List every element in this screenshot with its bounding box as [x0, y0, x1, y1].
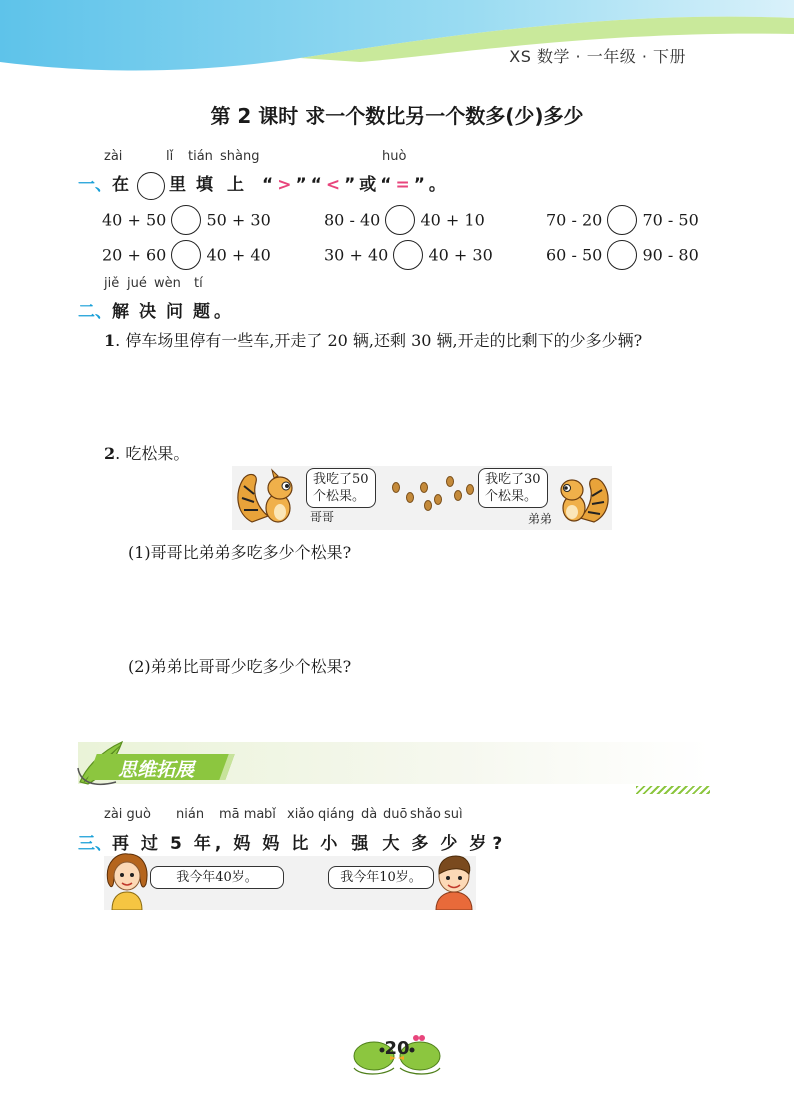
quote-mark: ” [295, 175, 311, 195]
page-title: 第 2 课时 求一个数比另一个数多(少)多少 [210, 104, 584, 128]
equals-sign: = [395, 175, 414, 195]
right-expression: 90 - 80 [642, 245, 699, 265]
question-1 [104, 328, 642, 351]
comparison-item [102, 240, 271, 270]
greater-than-sign: > [277, 175, 296, 195]
comparison-item [546, 205, 699, 235]
banner-title: 思维拓展 [118, 759, 195, 781]
banner-stripe [636, 786, 710, 794]
section2-char: 解 [112, 302, 139, 322]
pinyin-zaiguo: zài guò [104, 807, 151, 822]
pine-nut-icon [454, 490, 462, 501]
section3-char: 再 [112, 834, 141, 854]
pinyin-sui: suì [444, 807, 463, 822]
pinyin-shang: shàng [220, 149, 260, 164]
quote-mark: ”。 [413, 175, 450, 195]
sub-question-2: (2)弟弟比哥哥少吃多少个松果? [128, 657, 352, 676]
pinyin-xiao: xiǎo [287, 807, 315, 822]
pinyin-nian: nián [176, 807, 205, 822]
pinyin-bi: bǐ [264, 807, 276, 822]
left-expression: 40 + 50 [102, 210, 167, 230]
pinyin-ti: tí [194, 276, 203, 291]
section3-question [78, 829, 506, 854]
question-number: 1 [104, 331, 116, 350]
section3-char: , [214, 834, 234, 854]
left-expression: 60 - 50 [546, 245, 603, 265]
right-expression: 50 + 30 [206, 210, 271, 230]
pine-nut-icon [424, 500, 432, 511]
answer-circle[interactable] [385, 205, 415, 235]
section3-char: 5 [170, 834, 194, 854]
boy-icon [432, 854, 476, 910]
section1-char: 上 [227, 175, 248, 195]
speech-bubble-left [306, 468, 376, 508]
mother-icon [104, 852, 150, 910]
pine-nut-icon [466, 484, 474, 495]
speech-bubble-son: 我今年10岁。 [328, 866, 434, 889]
section3-char: 过 [141, 834, 170, 854]
comparison-item [324, 205, 485, 235]
bubble-line: 我吃了50 [313, 472, 369, 487]
answer-circle[interactable] [171, 240, 201, 270]
section3-char: 强 [351, 834, 383, 854]
section3-number: 三、 [78, 834, 112, 854]
pinyin-jue: jué [127, 276, 147, 291]
squirrel-left-icon [234, 468, 302, 526]
question-text: . 停车场里停有一些车,开走了 20 辆,还剩 30 辆,开走的比剩下的少多少辆? [115, 331, 643, 350]
quote-mark: “ [380, 175, 396, 195]
pinyin-qiang: qiáng [318, 807, 355, 822]
bubble-line: 我吃了30 [485, 472, 541, 487]
section3-char: 大 [382, 834, 412, 854]
pinyin-wen: wèn [154, 276, 181, 291]
left-expression: 20 + 60 [102, 245, 167, 265]
circle-example [137, 172, 165, 200]
section3-char: ? [492, 834, 507, 854]
section3-char: 多 [411, 834, 441, 854]
answer-circle[interactable] [607, 240, 637, 270]
answer-circle[interactable] [607, 205, 637, 235]
answer-circle[interactable] [171, 205, 201, 235]
section1-char: 里 [169, 175, 190, 195]
answer-circle[interactable] [393, 240, 423, 270]
right-expression: 40 + 40 [206, 245, 271, 265]
pine-nut-icon [406, 492, 414, 503]
or-word: 或 [359, 175, 381, 195]
section2-char: 决 [139, 302, 166, 322]
section3-char: 妈 [262, 834, 292, 854]
comparison-item [546, 240, 699, 270]
section1-char: 填 [196, 175, 217, 195]
right-expression: 70 - 50 [642, 210, 699, 230]
less-than-sign: < [325, 175, 345, 195]
question-number: 2 [104, 444, 116, 463]
page-number: 20 [384, 1038, 410, 1059]
section3-char: 比 [291, 834, 321, 854]
speech-bubble-mother: 我今年40岁。 [150, 866, 284, 889]
quote-mark: ” [344, 175, 360, 195]
pine-nut-icon [446, 476, 454, 487]
section3-char: 岁 [469, 834, 493, 854]
section3-char: 妈 [233, 834, 263, 854]
pine-nut-icon [392, 482, 400, 493]
section3-char: 少 [440, 834, 470, 854]
quote-mark: “ [262, 175, 278, 195]
pinyin-huo: huò [382, 149, 407, 164]
section2-char: 题 [193, 302, 214, 322]
section1-char: 在 [112, 175, 133, 195]
label-didi: 弟弟 [528, 512, 553, 526]
squirrel-right-icon [554, 472, 612, 524]
pinyin-jie: jiě [104, 276, 120, 291]
pine-nut-icon [420, 482, 428, 493]
pinyin-shao: shǎo [410, 807, 441, 822]
speech-bubble-right [478, 468, 548, 508]
pinyin-duo: duō [383, 807, 408, 822]
section2-number: 二、 [78, 302, 112, 322]
section2-instruction [78, 297, 235, 322]
section2-char: 问 [166, 302, 193, 322]
question-text: . 吃松果。 [115, 444, 190, 463]
right-expression: 40 + 30 [428, 245, 493, 265]
right-expression: 40 + 10 [420, 210, 485, 230]
header-text: XS 数学 · 一年级 · 下册 [509, 47, 686, 66]
section3-char: 年 [193, 834, 215, 854]
pine-nut-icon [434, 494, 442, 505]
pinyin-mama: mā ma [219, 807, 265, 822]
pinyin-zai: zài [104, 149, 123, 164]
sub-question-1: (1)哥哥比弟弟多吃多少个松果? [128, 543, 352, 562]
question-2 [104, 441, 189, 464]
comparison-item [102, 205, 271, 235]
section3-char: 小 [320, 834, 352, 854]
section1-number: 一、 [78, 175, 112, 195]
left-expression: 30 + 40 [324, 245, 389, 265]
section1-instruction [78, 170, 450, 200]
pinyin-tian: tián [188, 149, 213, 164]
bubble-line: 个松果。 [485, 489, 538, 504]
quote-mark: “ [310, 175, 326, 195]
section2-char: 。 [214, 302, 235, 322]
left-expression: 70 - 20 [546, 210, 603, 230]
pinyin-da: dà [361, 807, 378, 822]
left-expression: 80 - 40 [324, 210, 381, 230]
label-gege: 哥哥 [310, 510, 335, 524]
comparison-item [324, 240, 493, 270]
bubble-line: 个松果。 [313, 489, 366, 504]
pinyin-li: lǐ [166, 149, 174, 164]
